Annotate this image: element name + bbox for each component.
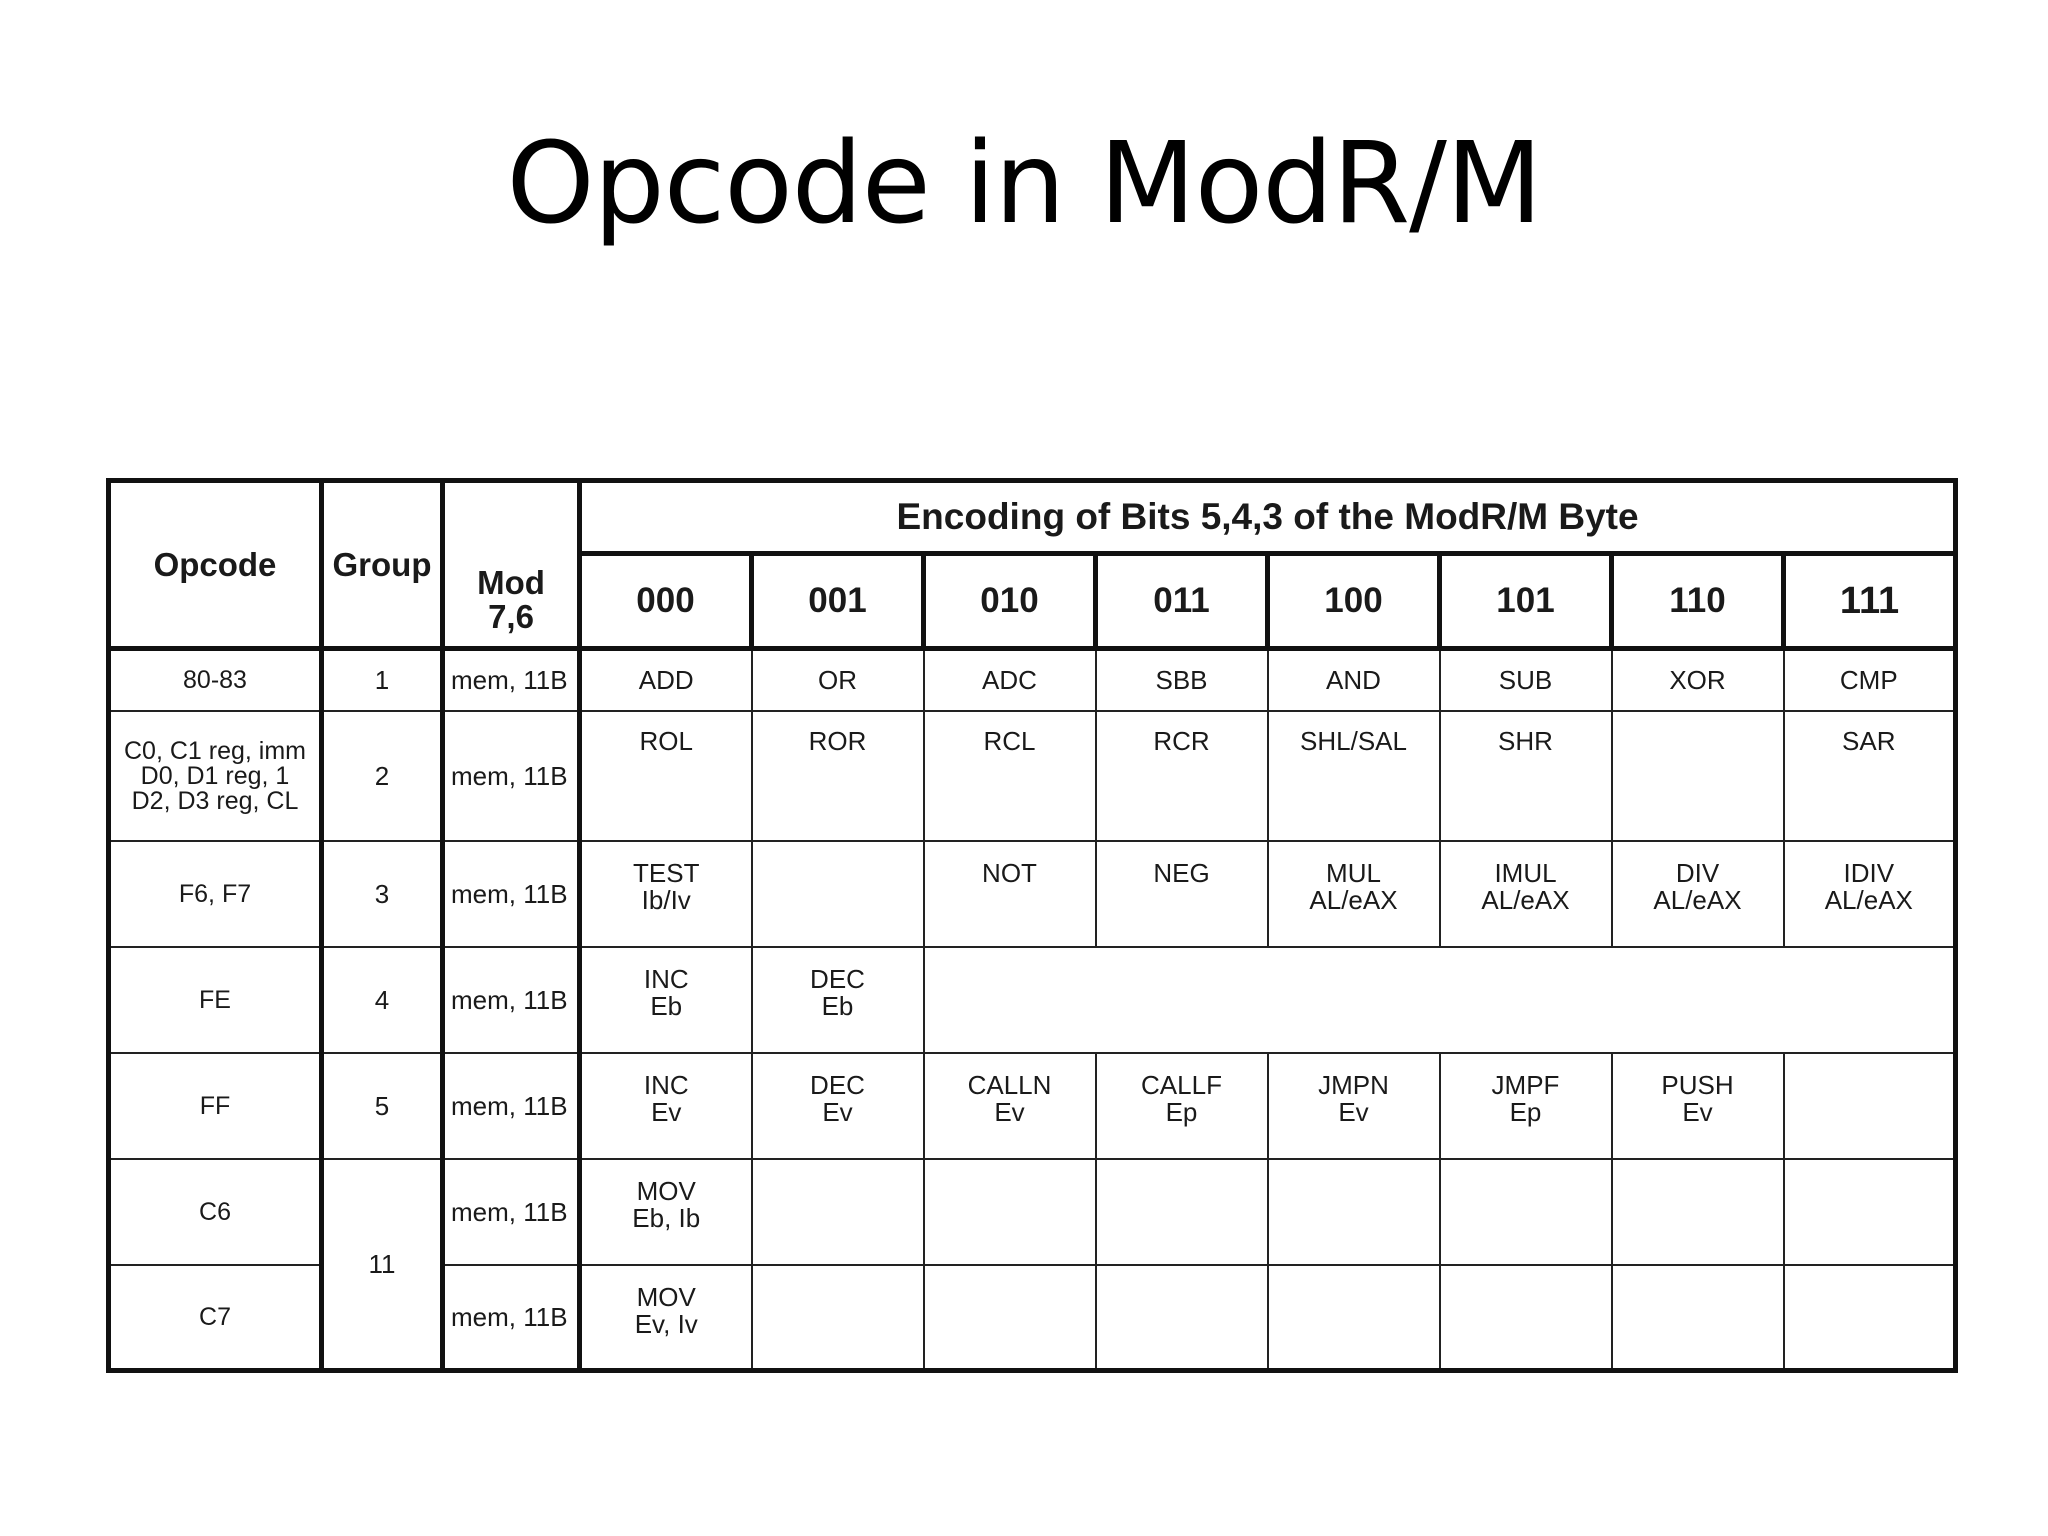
instruction-operands: Ev: [651, 1097, 682, 1127]
instruction-cell: [1268, 841, 1440, 947]
instruction-cell: AND: [1268, 649, 1440, 712]
instruction-cell-empty: [1784, 1159, 1956, 1265]
instruction-cell: [752, 1053, 924, 1159]
group-cell: 5: [322, 1053, 443, 1159]
opcode-line: D2, D3 reg, CL: [131, 786, 299, 815]
instruction-cell-merged-empty: [924, 947, 1956, 1053]
instruction-mnemonic: DEC: [810, 964, 865, 994]
instruction-cell-empty: [752, 841, 924, 947]
opcode-cell: F6, F7: [109, 841, 322, 947]
opcode-cell: FF: [109, 1053, 322, 1159]
mod-cell: mem, 11B: [443, 947, 580, 1053]
instruction-cell: NOT: [924, 841, 1096, 947]
instruction-cell-empty: [1096, 1265, 1268, 1371]
header-group: Group: [322, 481, 443, 649]
header-bits-001: 001: [752, 554, 924, 649]
instruction-cell-empty: [1268, 1265, 1440, 1371]
instruction-cell: [580, 1053, 752, 1159]
instruction-operands: Eb: [650, 991, 683, 1021]
instruction-cell-empty: [1612, 1159, 1784, 1265]
instruction-cell: ROR: [752, 711, 924, 841]
opcode-cell: FE: [109, 947, 322, 1053]
modrm-opcode-table: [106, 478, 1958, 1373]
opcode-cell: C7: [109, 1265, 322, 1371]
instruction-cell-empty: [1268, 1159, 1440, 1265]
instruction-cell: ADD: [580, 649, 752, 712]
instruction-cell: [580, 1159, 752, 1265]
instruction-operands: Ev: [1682, 1097, 1713, 1127]
instruction-cell: [1612, 841, 1784, 947]
instruction-operands: Ep: [1509, 1097, 1542, 1127]
instruction-cell-empty: [924, 1159, 1096, 1265]
header-opcode: Opcode: [109, 481, 322, 649]
instruction-cell-empty: [1612, 711, 1784, 841]
group-cell: 4: [322, 947, 443, 1053]
instruction-cell: [924, 1053, 1096, 1159]
table-row: [109, 711, 1956, 841]
mod-cell: mem, 11B: [443, 841, 580, 947]
instruction-cell: [752, 947, 924, 1053]
opcode-cell: [109, 711, 322, 841]
instruction-operands: Ev: [822, 1097, 853, 1127]
instruction-cell: NEG: [1096, 841, 1268, 947]
group-cell: 11: [322, 1159, 443, 1371]
instruction-cell: RCL: [924, 711, 1096, 841]
instruction-mnemonic: INC: [643, 964, 689, 994]
mod-cell: mem, 11B: [443, 711, 580, 841]
header-bits-011: 011: [1096, 554, 1268, 649]
instruction-mnemonic: DEC: [810, 1070, 865, 1100]
group-cell: 1: [322, 649, 443, 712]
instruction-operands: Ev: [1338, 1097, 1369, 1127]
instruction-cell: OR: [752, 649, 924, 712]
header-bits-000: 000: [580, 554, 752, 649]
group-cell: 2: [322, 711, 443, 841]
group-cell: 3: [322, 841, 443, 947]
header-encoding: Encoding of Bits 5,4,3 of the ModR/M Byte: [580, 481, 1956, 554]
instruction-cell-empty: [924, 1265, 1096, 1371]
instruction-cell: XOR: [1612, 649, 1784, 712]
instruction-mnemonic: CALLF: [1141, 1070, 1222, 1100]
mod-cell: mem, 11B: [443, 649, 580, 712]
instruction-cell-empty: [1612, 1265, 1784, 1371]
instruction-cell-empty: [1440, 1265, 1612, 1371]
instruction-cell-empty: [752, 1265, 924, 1371]
header-bits-111: 111: [1784, 554, 1956, 649]
instruction-mnemonic: MOV: [636, 1176, 696, 1206]
header-bits-101: 101: [1440, 554, 1612, 649]
instruction-operands: AL/eAX: [1653, 885, 1742, 915]
instruction-mnemonic: JMPF: [1491, 1070, 1560, 1100]
instruction-operands: AL/eAX: [1481, 885, 1570, 915]
instruction-cell: ROL: [580, 711, 752, 841]
table-row: [109, 841, 1956, 947]
table-row: [109, 947, 1956, 1053]
instruction-mnemonic: IDIV: [1843, 858, 1895, 888]
instruction-cell: SHR: [1440, 711, 1612, 841]
opcode-line: D0, D1 reg, 1: [140, 761, 290, 790]
instruction-cell: ADC: [924, 649, 1096, 712]
opcode-cell: C6: [109, 1159, 322, 1265]
instruction-mnemonic: INC: [643, 1070, 689, 1100]
instruction-cell: [1440, 841, 1612, 947]
instruction-cell-empty: [1096, 1159, 1268, 1265]
instruction-cell: [580, 947, 752, 1053]
instruction-cell: SUB: [1440, 649, 1612, 712]
instruction-mnemonic: MUL: [1326, 858, 1381, 888]
instruction-cell-empty: [1784, 1265, 1956, 1371]
instruction-operands: AL/eAX: [1309, 885, 1398, 915]
table-body: [109, 649, 1956, 1371]
table-header: [109, 481, 1956, 649]
instruction-operands: AL/eAX: [1824, 885, 1913, 915]
instruction-mnemonic: PUSH: [1661, 1070, 1734, 1100]
header-bits-100: 100: [1268, 554, 1440, 649]
instruction-cell: RCR: [1096, 711, 1268, 841]
instruction-cell: [580, 1265, 752, 1371]
instruction-mnemonic: IMUL: [1494, 858, 1557, 888]
instruction-mnemonic: TEST: [633, 858, 700, 888]
mod-cell: mem, 11B: [443, 1053, 580, 1159]
instruction-mnemonic: CALLN: [967, 1070, 1052, 1100]
header-mod-label: Mod: [477, 564, 545, 601]
instruction-cell-empty: [1784, 1053, 1956, 1159]
header-mod-bits: 7,6: [488, 598, 534, 635]
mod-cell: mem, 11B: [443, 1159, 580, 1265]
instruction-cell: [1612, 1053, 1784, 1159]
instruction-operands: Ib/Iv: [641, 885, 691, 915]
instruction-cell: SAR: [1784, 711, 1956, 841]
header-mod: [443, 481, 580, 649]
instruction-cell: [1096, 1053, 1268, 1159]
table-row: [109, 649, 1956, 712]
table-row: [109, 1159, 1956, 1265]
header-bits-110: 110: [1612, 554, 1784, 649]
instruction-mnemonic: DIV: [1675, 858, 1720, 888]
table-row: [109, 1053, 1956, 1159]
instruction-operands: Ep: [1165, 1097, 1198, 1127]
modrm-opcode-table-container: [106, 478, 1953, 1373]
instruction-operands: Eb, Ib: [632, 1203, 701, 1233]
instruction-cell: CMP: [1784, 649, 1956, 712]
instruction-cell: [580, 841, 752, 947]
instruction-operands: Ev, Iv: [634, 1309, 698, 1339]
instruction-mnemonic: MOV: [636, 1282, 696, 1312]
instruction-cell-empty: [752, 1159, 924, 1265]
mod-cell: mem, 11B: [443, 1265, 580, 1371]
instruction-cell: [1440, 1053, 1612, 1159]
instruction-cell: [1784, 841, 1956, 947]
header-bits-010: 010: [924, 554, 1096, 649]
instruction-cell-empty: [1440, 1159, 1612, 1265]
instruction-cell: SBB: [1096, 649, 1268, 712]
opcode-cell: 80-83: [109, 649, 322, 712]
slide-title: Opcode in ModR/M: [506, 119, 1542, 249]
instruction-operands: Eb: [821, 991, 854, 1021]
instruction-operands: Ev: [994, 1097, 1025, 1127]
instruction-cell: SHL/SAL: [1268, 711, 1440, 841]
instruction-cell: [1268, 1053, 1440, 1159]
opcode-line: C0, C1 reg, imm: [124, 736, 306, 765]
instruction-mnemonic: JMPN: [1318, 1070, 1389, 1100]
